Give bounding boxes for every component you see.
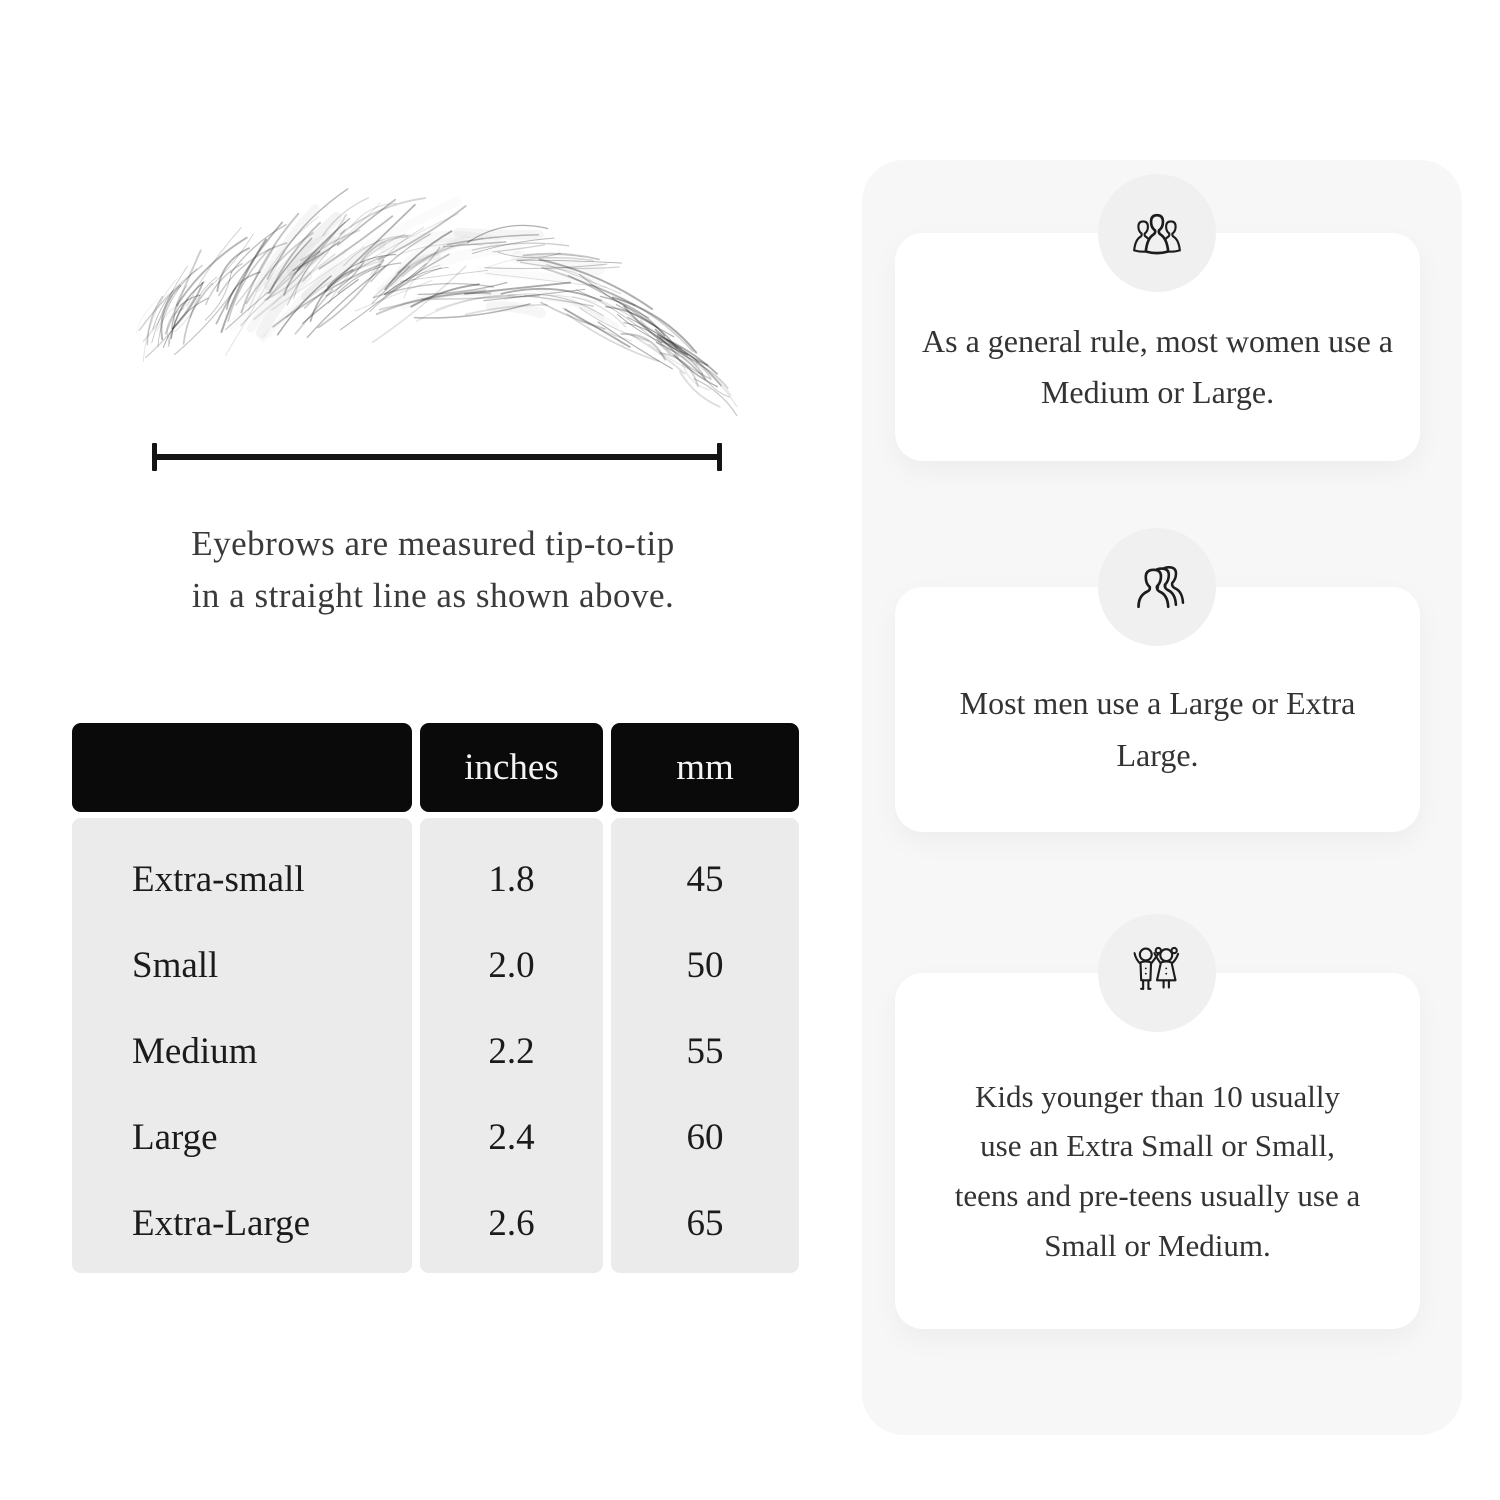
- table-column-inches: [420, 818, 603, 1273]
- info-card-women-text: As a general rule, most women use a Medium or Large.: [922, 322, 1393, 410]
- table-cell-mm: 45: [686, 858, 724, 900]
- table-cell-mm: 50: [686, 944, 724, 986]
- table-cell-inches: 2.6: [488, 1203, 535, 1245]
- table-row-label: Medium: [132, 1030, 258, 1072]
- size-table: [72, 723, 799, 1273]
- info-card-men-text: Most men use a Large or Extra Large.: [959, 685, 1356, 773]
- table-row-label: Large: [132, 1117, 218, 1159]
- kids-icon: [1124, 940, 1190, 1006]
- kids-icon-circle: [1098, 914, 1216, 1032]
- table-column-mm: [611, 818, 799, 1273]
- table-cell-mm: 55: [686, 1030, 724, 1072]
- table-header-mm: mm: [611, 723, 799, 812]
- men-group-icon: [1124, 554, 1190, 620]
- men-icon-circle: [1098, 528, 1216, 646]
- table-row-label: Extra-small: [132, 858, 305, 900]
- eyebrow-illustration: [112, 235, 784, 435]
- women-icon-circle: [1098, 174, 1216, 292]
- table-row-label: Extra-Large: [132, 1203, 311, 1245]
- table-header-size: [72, 723, 412, 812]
- table-cell-mm: 60: [686, 1117, 724, 1159]
- table-cell-mm: 65: [686, 1203, 724, 1245]
- table-cell-inches: 2.4: [488, 1117, 535, 1159]
- info-card-kids-text: Kids younger than 10 usually use an Extra Small or Small, teens and pre-teens usually use a Small or Medium.: [954, 1078, 1361, 1263]
- women-group-icon: [1124, 200, 1190, 266]
- table-cell-inches: 1.8: [488, 858, 535, 900]
- table-column-sizes: [72, 818, 412, 1273]
- caption-line-2: in a straight line as shown above.: [191, 575, 675, 615]
- measurement-line: [152, 454, 722, 460]
- table-row-label: Small: [132, 944, 219, 986]
- table-cell-inches: 2.2: [488, 1030, 535, 1072]
- caption-line-1: Eyebrows are measured tip-to-tip: [191, 524, 675, 563]
- measurement-caption: [80, 518, 786, 622]
- table-header-inches: inches: [420, 723, 603, 812]
- table-cell-inches: 2.0: [488, 944, 535, 986]
